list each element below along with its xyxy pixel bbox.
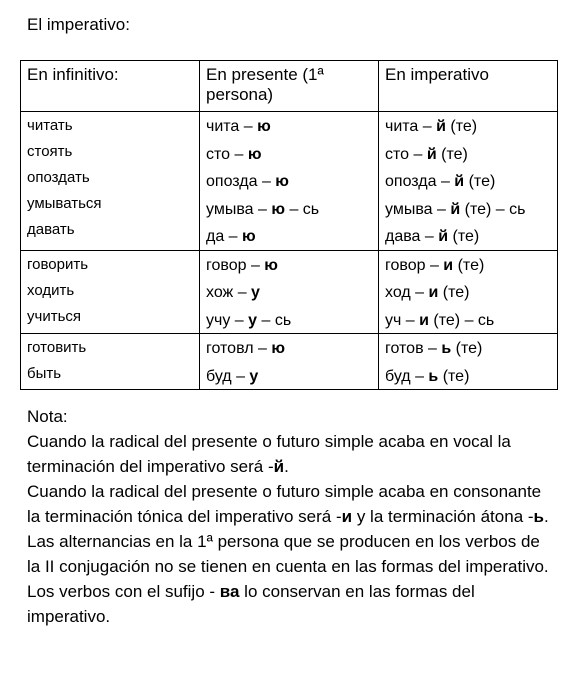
suffix: (те): [448, 228, 480, 245]
stem: буд –: [385, 367, 429, 385]
ending: ь: [441, 340, 452, 357]
suffix: (те): [464, 173, 496, 190]
ending: ю: [264, 256, 278, 274]
imperative-form: [385, 195, 551, 223]
notes-heading: Nota:: [27, 407, 68, 426]
infinitive-verb: ходить: [27, 281, 75, 299]
stem: умыва –: [206, 200, 272, 218]
notes-section: [27, 404, 557, 629]
stem: сто –: [206, 145, 248, 163]
imperative-form: [385, 278, 551, 306]
note-text: .: [284, 457, 289, 476]
table-header-row: [21, 61, 558, 112]
conjugation-table: [20, 60, 558, 390]
ending: у: [251, 284, 260, 301]
stem: говор –: [206, 256, 265, 274]
suffix: (те): [451, 340, 483, 357]
note-text: Cuando la radical del presente o futuro simple acaba en consonante la terminación tónica del imperativo será -: [27, 482, 542, 526]
table-row: [21, 250, 558, 334]
stem: готов –: [385, 340, 442, 357]
note-suffix-va: [27, 579, 557, 629]
present-form: [206, 362, 372, 390]
infinitive-verb: умываться: [27, 195, 102, 212]
stem: чита –: [385, 118, 437, 135]
ending: у: [249, 367, 259, 385]
present-cell: [200, 250, 379, 334]
suffix: (те): [436, 145, 468, 163]
stem: учу –: [206, 311, 249, 329]
stem: уч –: [385, 311, 420, 329]
infinitive-cell: [21, 334, 200, 390]
present-form: [206, 306, 372, 334]
infinitive-verb: быть: [27, 365, 62, 382]
imperative-form: [385, 306, 551, 334]
ending: и: [443, 256, 454, 274]
ending: ю: [242, 228, 256, 245]
ending: й: [438, 228, 449, 245]
suffix: (те): [438, 367, 470, 385]
ending: й: [454, 173, 465, 190]
ending: ю: [271, 340, 286, 357]
imperative-form: [385, 334, 551, 362]
present-cell: [200, 334, 379, 390]
present-form: [206, 251, 372, 279]
imperative-cell: [379, 112, 558, 251]
suffix: (те): [445, 118, 478, 135]
imperative-form: [385, 222, 551, 250]
stem: сто –: [385, 145, 427, 163]
infinitive-verb: готовить: [27, 339, 87, 356]
ending: ю: [257, 118, 271, 135]
note-text: y la terminación átona -: [352, 507, 534, 526]
stem: говор –: [385, 256, 444, 274]
note-alternations: Las alternancias en la 1ª persona que se producen en los verbos de la II conjugación no se tienen en cuenta en las formas del imperativo.: [27, 532, 549, 576]
imperative-form: [385, 140, 551, 168]
note-vowel-stem: [27, 429, 557, 479]
stem: да –: [206, 228, 243, 245]
infinitive-verb: опоздать: [27, 169, 90, 186]
note-suffix: ва: [219, 582, 240, 601]
note-text: Los verbos con el sufijo -: [27, 582, 220, 601]
note-text: lo conservan en las formas del imperativo.: [27, 582, 475, 626]
infinitive-cell: [21, 250, 200, 334]
suffix: – сь: [257, 311, 292, 329]
header-infinitive: En infinitivo:: [21, 61, 200, 112]
infinitive-verb: стоять: [27, 143, 73, 160]
table-row: [21, 334, 558, 390]
suffix: (те) – сь: [428, 311, 495, 329]
note-ending: и: [341, 507, 353, 526]
stem: дава –: [385, 228, 439, 245]
imperative-form: [385, 362, 551, 390]
ending: ю: [271, 200, 285, 218]
header-present: En presente (1ª persona): [200, 61, 379, 112]
present-form: [206, 140, 372, 168]
suffix: (те): [438, 284, 470, 301]
present-form: [206, 112, 372, 140]
imperative-form: [385, 112, 551, 140]
present-form: [206, 278, 372, 306]
ending: у: [248, 311, 258, 329]
note-text: .: [543, 507, 549, 526]
table-row: [21, 112, 558, 251]
note-consonant-stem: [27, 479, 557, 529]
infinitive-cell: [21, 112, 200, 251]
note-ending: й: [273, 457, 285, 476]
present-form: [206, 195, 372, 223]
imperative-cell: [379, 250, 558, 334]
note-ending: ь: [533, 507, 544, 526]
infinitive-verb: давать: [27, 221, 75, 238]
ending: ь: [428, 367, 439, 385]
stem: ход –: [385, 284, 429, 301]
ending: ю: [247, 145, 262, 163]
infinitive-verb: читать: [27, 117, 73, 134]
imperative-form: [385, 251, 551, 279]
suffix: – сь: [285, 200, 320, 218]
page-title: El imperativo:: [27, 15, 130, 34]
present-cell: [200, 112, 379, 251]
header-imperative: En imperativo: [379, 61, 558, 112]
stem: опозда –: [206, 173, 276, 190]
present-form: [206, 334, 372, 362]
note-text: Cuando la radical del presente o futuro simple acaba en vocal la terminación del imperativo será -: [27, 432, 511, 476]
ending: и: [419, 311, 429, 329]
stem: чита –: [206, 118, 258, 135]
infinitive-verb: учиться: [27, 307, 82, 325]
suffix: (те): [453, 256, 485, 274]
stem: буд –: [206, 367, 250, 385]
present-form: [206, 222, 372, 250]
stem: умыва –: [385, 200, 451, 218]
ending: и: [428, 284, 439, 301]
imperative-form: [385, 167, 551, 195]
ending: ю: [275, 173, 289, 190]
ending: й: [436, 118, 446, 135]
stem: опозда –: [385, 173, 455, 190]
infinitive-verb: говорить: [27, 255, 89, 273]
stem: хож –: [206, 284, 252, 301]
stem: готовл –: [206, 340, 272, 357]
ending: й: [450, 200, 461, 218]
ending: й: [426, 145, 437, 163]
imperative-cell: [379, 334, 558, 390]
present-form: [206, 167, 372, 195]
suffix: (те) – сь: [460, 200, 526, 218]
